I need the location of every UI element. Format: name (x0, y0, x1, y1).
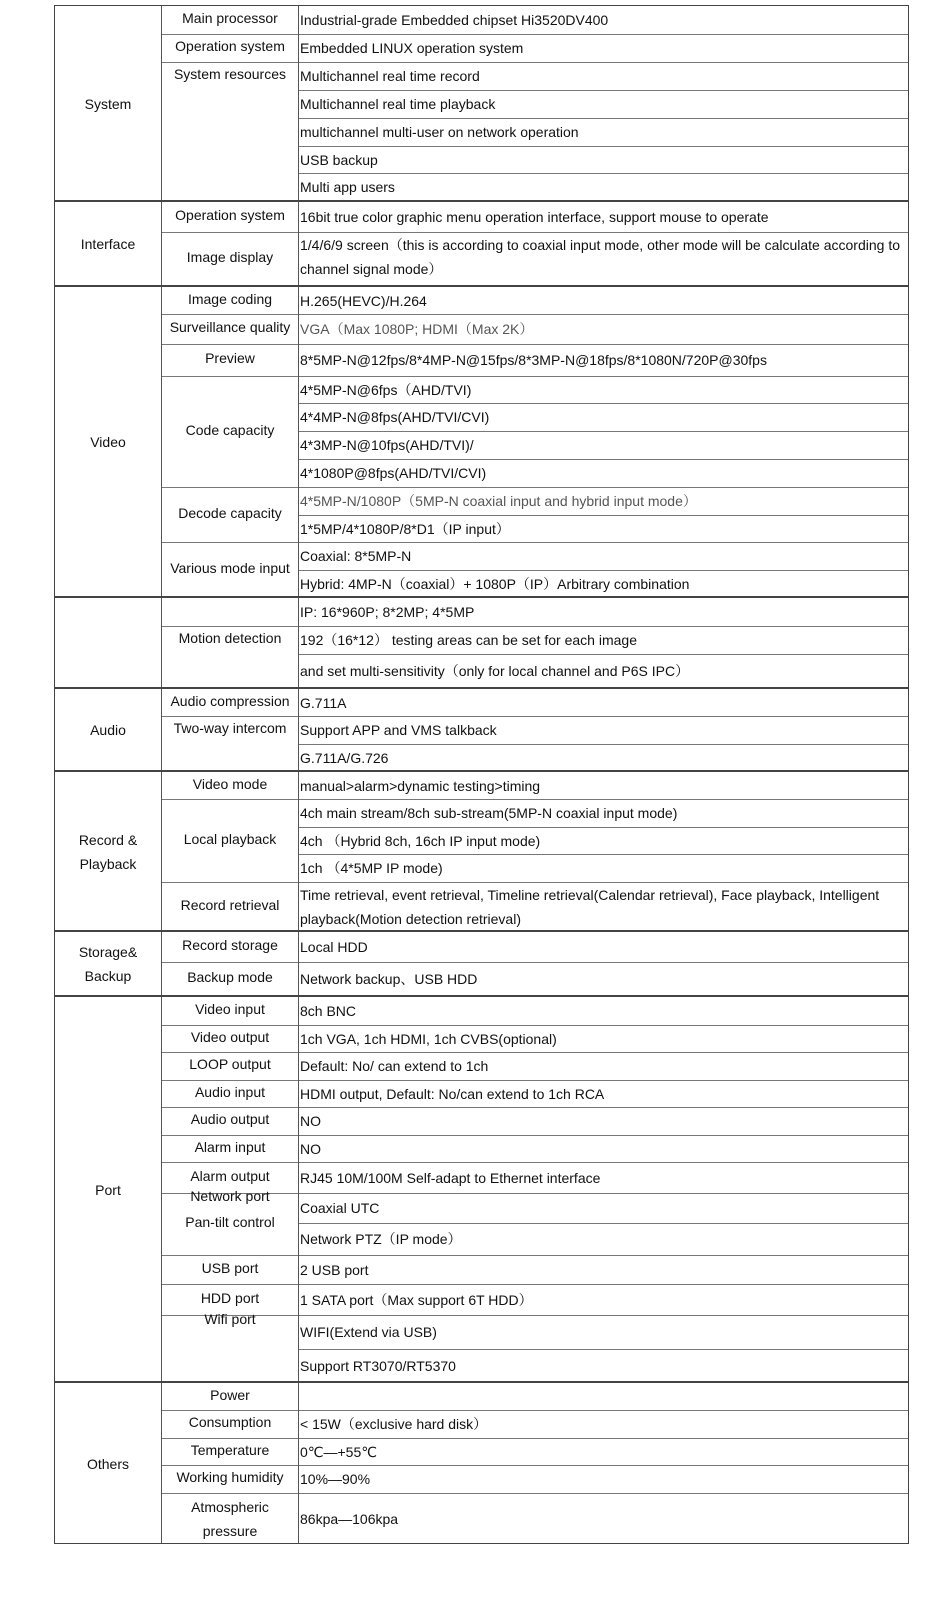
row-divider (299, 1349, 908, 1350)
spec-value: Coaxial UTC (300, 1200, 380, 1216)
spec-label: HDD port (200, 1289, 260, 1306)
row-divider (299, 118, 908, 119)
spec-value: Embedded LINUX operation system (300, 40, 524, 56)
spec-label: Video output (190, 1028, 270, 1045)
row-divider (299, 62, 908, 63)
category-label: Audio (90, 722, 126, 738)
row-divider (299, 1493, 908, 1494)
spec-value: Time retrieval, event retrieval, Timeline retrieval(Calendar retrieval), Face playback, Intelligent playback(Motion detection retrieval) (300, 887, 880, 927)
spec-value: < 15W（exclusive hard disk） (300, 1416, 488, 1432)
spec-value: NO (300, 1113, 321, 1129)
spec-value: 10%—90% (300, 1471, 371, 1487)
spec-value: Multichannel real time playback (300, 96, 496, 112)
category-label: Interface (80, 236, 136, 252)
label-divider (162, 799, 298, 800)
label-divider (162, 487, 298, 488)
spec-value: 86kpa—106kpa (300, 1510, 399, 1527)
row-divider (299, 344, 908, 345)
spec-value: 4ch （Hybrid 8ch, 16ch IP input mode) (300, 832, 541, 849)
spec-value: Industrial-grade Embedded chipset Hi3520DV400 (300, 12, 609, 28)
label-divider (162, 344, 298, 345)
spec-value: H.265(HEVC)/H.264 (300, 292, 427, 309)
spec-label: Two-way intercom (173, 720, 287, 736)
column-divider-value (298, 598, 299, 688)
spec-label: USB port (201, 1259, 259, 1276)
row-divider (299, 1162, 908, 1163)
spec-value: 4*4MP-N@8fps(AHD/TVI/CVI) (300, 409, 490, 425)
row-divider (299, 1052, 908, 1053)
spec-group-video (54, 286, 909, 597)
spec-group-others (54, 1382, 909, 1544)
spec-group-system (54, 5, 909, 201)
spec-value: multichannel multi-user on network operation (300, 124, 579, 140)
spec-value: 4*5MP-N/1080P（5MP-N coaxial input and hybrid input mode） (300, 493, 697, 509)
spec-label: LOOP output (189, 1056, 271, 1072)
spec-label: Backup mode (187, 969, 273, 985)
spec-value: 4*1080P@8fps(AHD/TVI/CVI) (300, 465, 487, 481)
label-divider (162, 232, 298, 233)
spec-value: WIFI(Extend via USB) (300, 1324, 437, 1340)
spec-label: Local playback (183, 830, 277, 847)
spec-label: Audio output (190, 1111, 270, 1127)
spec-group-audio (54, 688, 909, 771)
spec-value: NO (300, 1140, 321, 1157)
spec-group-storageand-backup (54, 931, 909, 996)
row-divider (299, 34, 908, 35)
spec-value: Coaxial: 8*5MP-N (300, 548, 412, 564)
row-divider (299, 1223, 908, 1224)
spec-label: Temperature (190, 1441, 270, 1458)
spec-value: Network backup、USB HDD (300, 971, 478, 987)
row-divider (299, 1135, 908, 1136)
spec-value: manual>alarm>dynamic testing>timing (300, 777, 541, 794)
spec-label: Image display (186, 249, 274, 265)
row-divider (299, 654, 908, 655)
row-divider (299, 1438, 908, 1439)
spec-value: G.711A/G.726 (300, 749, 389, 766)
column-divider-value (298, 932, 299, 996)
category-label: Storage& Backup (78, 944, 138, 984)
spec-value: Multi app users (300, 179, 395, 195)
row-divider (299, 1255, 908, 1256)
spec-value: VGA（Max 1080P; HDMI（Max 2K） (300, 321, 534, 337)
spec-label: Decode capacity (178, 504, 282, 521)
spec-value: Local HDD (300, 939, 368, 955)
row-divider (299, 716, 908, 717)
spec-label: Operation system (175, 38, 285, 54)
category-label: System (84, 95, 132, 112)
row-divider (299, 1315, 908, 1316)
spec-value: 1ch VGA, 1ch HDMI, 1ch CVBS(optional) (300, 1030, 557, 1047)
spec-label: Video mode (192, 775, 268, 792)
spec-group-interface (54, 201, 909, 286)
label-divider (162, 962, 298, 963)
label-divider (162, 882, 298, 883)
spec-label: Operation system (175, 207, 285, 223)
spec-value: 2 USB port (300, 1261, 369, 1278)
row-divider (299, 459, 908, 460)
spec-value: USB backup (300, 151, 378, 168)
row-divider (299, 744, 908, 745)
spec-label: Surveillance quality (169, 319, 291, 335)
spec-value: 1*5MP/4*1080P/8*D1（IP input） (300, 520, 510, 537)
column-divider-value (298, 997, 299, 1382)
spec-label: Code capacity (185, 421, 275, 438)
spec-value: Default: No/ can extend to 1ch (300, 1058, 489, 1074)
spec-value: G.711A (300, 694, 347, 711)
row-divider (299, 1107, 908, 1108)
row-divider (299, 1284, 908, 1285)
category-label: Port (95, 1181, 121, 1198)
spec-value: 8*5MP-N@12fps/8*4MP-N@15fps/8*3MP-N@18fps/8*1080N/720P@30fps (300, 352, 767, 368)
spec-group-record-and-playback (54, 771, 909, 931)
spec-label: Motion detection (178, 630, 282, 646)
column-divider-value (298, 202, 299, 286)
column-divider-value (298, 689, 299, 771)
spec-value: 1/4/6/9 screen（this is according to coaxial input mode, other mode will be calculate according to channel signal mode） (300, 237, 900, 277)
row-divider (299, 431, 908, 432)
column-divider-value (298, 287, 299, 597)
spec-label: Network port (190, 1188, 270, 1204)
spec-value: Hybrid: 4MP-N（coaxial）+ 1080P（IP）Arbitrary combination (300, 575, 690, 592)
row-divider (299, 146, 908, 147)
spec-value: IP: 16*960P; 8*2MP; 4*5MP (300, 604, 475, 620)
row-divider (299, 314, 908, 315)
row-divider (299, 1465, 908, 1466)
spec-value: Network PTZ（IP mode） (300, 1231, 462, 1247)
spec-label: Pan-tilt control (185, 1214, 275, 1230)
category-label: Record & Playback (78, 831, 138, 872)
row-divider (299, 90, 908, 91)
row-divider (299, 173, 908, 174)
row-divider (299, 487, 908, 488)
label-divider (162, 542, 298, 543)
column-divider-value (298, 1383, 299, 1544)
column-divider-value (298, 6, 299, 201)
row-divider (299, 626, 908, 627)
spec-value: 16bit true color graphic menu operation interface, support mouse to operate (300, 209, 769, 225)
spec-table (54, 5, 909, 1543)
spec-label: Various mode input (170, 559, 290, 576)
label-divider (162, 376, 298, 377)
category-label (55, 598, 161, 688)
row-divider (299, 1193, 908, 1194)
spec-label: Image coding (187, 290, 273, 307)
column-divider-value (298, 772, 299, 931)
spec-label: Audio compression (170, 692, 290, 709)
spec-value: RJ45 10M/100M Self-adapt to Ethernet interface (300, 1169, 601, 1186)
spec-value: 0℃—+55℃ (300, 1443, 377, 1460)
row-divider (299, 799, 908, 800)
spec-label: System resources (173, 66, 287, 82)
label-divider (162, 1493, 298, 1494)
spec-value: 192（16*12） testing areas can be set for each image (300, 632, 637, 648)
spec-value: 4ch main stream/8ch sub-stream(5MP-N coaxial input mode) (300, 805, 678, 821)
spec-label: Power (210, 1386, 250, 1403)
spec-label: Record storage (182, 937, 278, 953)
spec-value: HDMI output, Default: No/can extend to 1ch RCA (300, 1085, 605, 1102)
spec-value: 4*5MP-N@6fps（AHD/TVI) (300, 381, 472, 398)
spec-group-port (54, 996, 909, 1382)
category-label: Video (90, 434, 126, 450)
category-label: Others (86, 1455, 129, 1472)
spec-label: Wifi port (204, 1311, 256, 1327)
spec-value: 4*3MP-N@10fps(AHD/TVI)/ (300, 437, 474, 453)
spec-label: Alarm output (190, 1167, 270, 1184)
spec-value: and set multi-sensitivity（only for local channel and P6S IPC） (300, 663, 690, 679)
spec-label: Preview (205, 350, 255, 366)
spec-label: Audio input (194, 1083, 266, 1100)
spec-value: Multichannel real time record (300, 68, 480, 84)
row-divider (299, 854, 908, 855)
spec-value: 8ch BNC (300, 1003, 357, 1019)
spec-label: Working humidity (176, 1469, 284, 1485)
spec-group-continued (54, 597, 909, 688)
spec-label: Atmospheric pressure (191, 1499, 269, 1539)
spec-value: Support APP and VMS talkback (300, 722, 497, 738)
spec-label: Alarm input (194, 1138, 266, 1155)
spec-value: 1ch （4*5MP IP mode) (300, 860, 443, 876)
spec-value: Support RT3070/RT5370 (300, 1357, 456, 1374)
row-divider (299, 962, 908, 963)
spec-label: Main processor (182, 10, 278, 26)
spec-value: 1 SATA port（Max support 6T HDD） (300, 1291, 533, 1308)
spec-label: Record retrieval (180, 896, 280, 913)
row-divider (299, 1410, 908, 1411)
spec-label: Consumption (188, 1414, 272, 1430)
row-divider (299, 403, 908, 404)
spec-label: Video input (195, 1001, 265, 1017)
row-divider (299, 542, 908, 543)
